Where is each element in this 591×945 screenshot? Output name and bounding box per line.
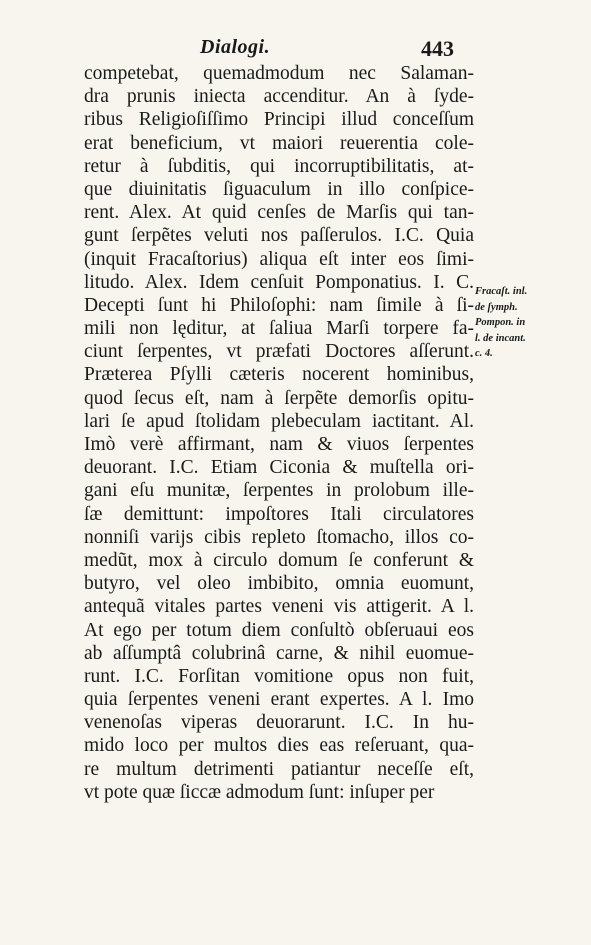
text-line: que diuinitatis ſiguaculum in illo conſpice- bbox=[84, 178, 474, 200]
margin-note-line: c. 4. bbox=[475, 348, 493, 359]
text-line: quia ſerpentes veneni erant expertes. A l. Imo bbox=[84, 689, 474, 711]
text-line: dra prunis iniecta accenditur. An à ſyde- bbox=[84, 86, 474, 108]
text-line: quod ſecus eſt, nam à ſerpẽte demorſis opitu- bbox=[84, 387, 474, 409]
text-line: At ego per totum diem conſultò obſeruaui eos bbox=[84, 619, 474, 641]
margin-note-line: Fracaſt. inl. bbox=[475, 286, 528, 297]
text-line: gani eſu munitæ, ſerpentes in prolobum ille- bbox=[84, 480, 474, 502]
page-number: 443 bbox=[421, 36, 454, 61]
text-line: ciunt ſerpentes, vt præfati Doctores aſſerunt. bbox=[84, 341, 474, 363]
margin-note bbox=[475, 284, 585, 362]
text-line: erat beneficium, vt maiori reuerentia cole- bbox=[84, 132, 474, 154]
text-line: antequã vitales partes veneni vis attigerit. A l. bbox=[84, 596, 474, 618]
text-line: rent. Alex. At quid cenſes de Marſis qui tan- bbox=[84, 202, 474, 224]
text-line: competebat, quemadmodum nec Salaman- bbox=[84, 63, 474, 84]
text-line: ab aſſumptâ colubrinâ carne, & nihil euomue- bbox=[84, 642, 474, 664]
text-line: runt. I.C. Forſitan vomitione opus non fuit, bbox=[84, 665, 474, 687]
text-line: ribus Religioſiſſimo Principi illud conceſſum bbox=[84, 109, 474, 131]
margin-note-line: Pompon. in bbox=[475, 317, 526, 328]
text-line: litudo. Alex. Idem cenſuit Pomponatius. I. C. bbox=[84, 271, 474, 293]
text-line: vt pote quæ ſiccæ admodum ſunt: inſuper per bbox=[84, 781, 435, 803]
text-line: Decepti ſunt hi Philoſophi: nam ſimile à ſi- bbox=[84, 294, 474, 316]
running-head: Dialogi. bbox=[200, 36, 271, 58]
text-line: gunt ſerpẽtes veluti nos paſſerulos. I.C. Quia bbox=[84, 225, 474, 247]
text-line: Præterea Pſylli cæteris nocerent hominibus, bbox=[84, 364, 474, 386]
text-line: Imò verè affirmant, nam & viuos ſerpentes bbox=[84, 434, 474, 455]
text-line: deuorant. I.C. Etiam Ciconia & muſtella ori- bbox=[84, 457, 474, 479]
text-line: nonniſi varijs cibis repleto ſtomacho, illos co- bbox=[84, 526, 474, 548]
text-line: ſæ demittunt: impoſtores Itali circulatores bbox=[84, 503, 474, 525]
text-line: retur à ſubditis, qui incorruptibilitatis, at- bbox=[84, 155, 474, 177]
text-line: (inquit Fracaſtorius) aliqua eſt inter eos ſimi- bbox=[84, 248, 474, 270]
text-line: butyro, vel oleo imbibito, omnia euomunt, bbox=[84, 573, 474, 595]
margin-note-line: de ſymph. bbox=[475, 301, 518, 313]
text-line: re multum detrimenti patiantur neceſſe eſt, bbox=[84, 758, 474, 780]
margin-note-line: l. de incant. bbox=[475, 332, 526, 344]
text-line: mido loco per multos dies eas reſeruant, qua- bbox=[84, 735, 474, 757]
text-line: medũt, mox à circulo domum ſe conferunt & bbox=[84, 549, 474, 571]
text-line: lari ſe apud ſtolidam plebeculam iactitant. Al. bbox=[84, 410, 474, 432]
text-line: mili non lęditur, at ſaliua Marſi torpere fa- bbox=[84, 318, 474, 340]
body-text bbox=[84, 62, 474, 804]
text-line: venenoſas viperas deuorarunt. I.C. In hu- bbox=[84, 712, 474, 734]
